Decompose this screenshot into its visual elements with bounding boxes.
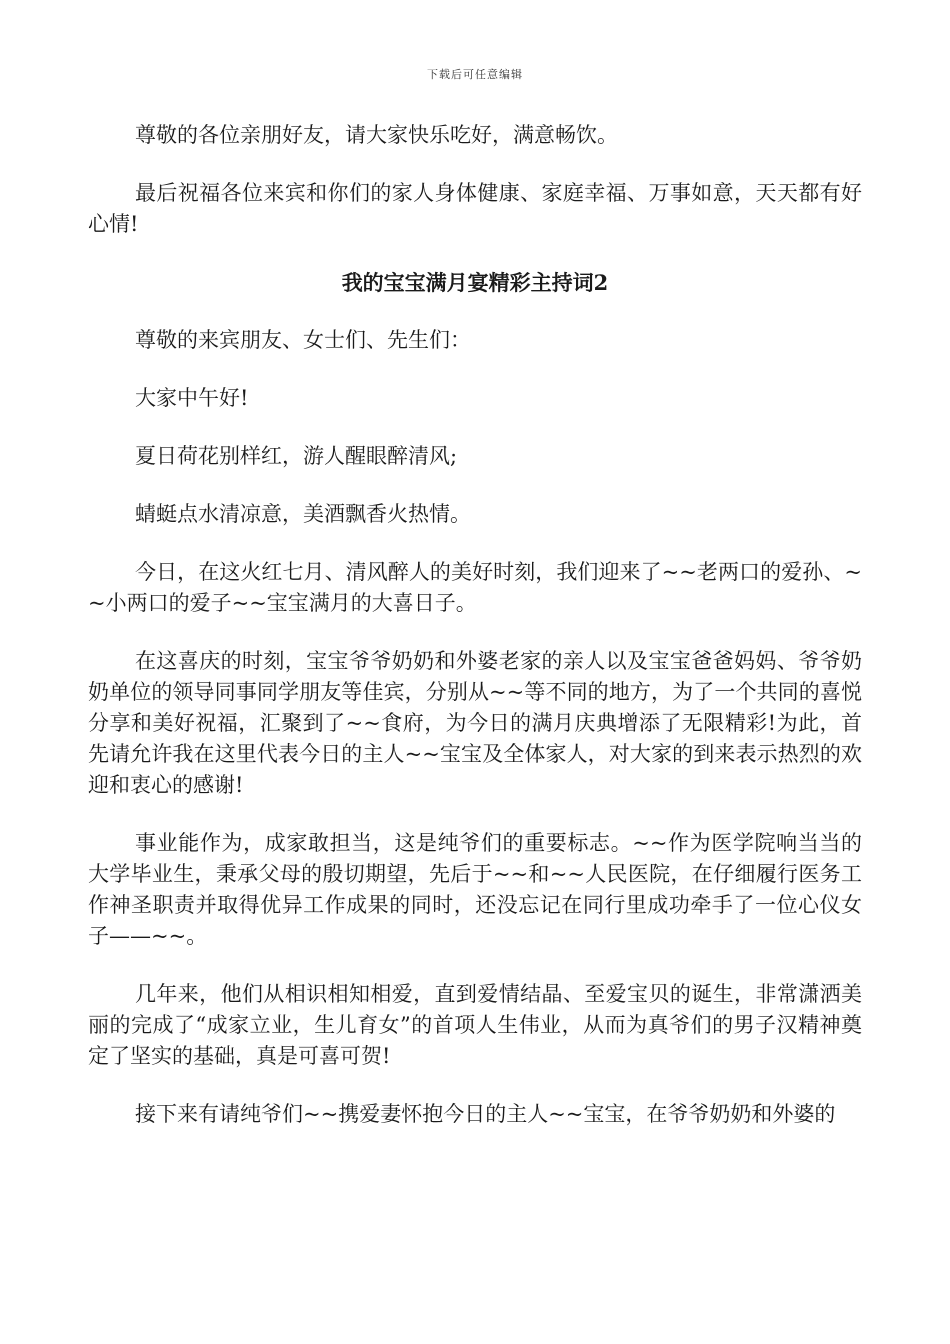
section-title: 我的宝宝满月宴精彩主持词2 — [341, 270, 609, 295]
paragraph: 大家中午好! — [135, 386, 249, 410]
paragraph: 在这喜庆的时刻，宝宝爷爷奶奶和外婆老家的亲人以及宝宝爸爸妈妈、爷爷奶奶单位的领导同事同学朋友等佳宾，分别从~~等不同的地方，为了一个共同的喜悦分享和美好祝福，汇聚到了~~食府，为今日的满月庆典增添了无限精彩!为此，首先请允许我在这里代表今日的主人~~宝宝及全体家人，对大家的到来表示热烈的欢迎和衷心的感谢! — [88, 649, 862, 797]
paragraph: 几年来，他们从相识相知相爱，直到爱情结晶、至爱宝贝的诞生，非常潇洒美丽的完成了“成家立业，生儿育女”的首项人生伟业，从而为真爷们的男子汉精神奠定了坚实的基础，真是可喜可贺! — [88, 982, 862, 1068]
paragraph: 今日，在这火红七月、清风醉人的美好时刻，我们迎来了~~老两口的爱孙、~~小两口的爱子~~宝宝满月的大喜日子。 — [88, 560, 862, 615]
paragraph: 尊敬的来宾朋友、女士们、先生们： — [135, 328, 471, 352]
paragraph: 蜻蜓点水清凉意，美酒飘香火热情。 — [135, 502, 471, 526]
document-body — [88, 120, 862, 1157]
page-header: 下载后可任意编辑 — [427, 68, 523, 81]
paragraph: 尊敬的各位亲朋好友，请大家快乐吃好，满意畅饮。 — [135, 123, 618, 147]
paragraph: 接下来有请纯爷们~~携爱妻怀抱今日的主人~~宝宝，在爷爷奶奶和外婆的 — [135, 1102, 836, 1126]
paragraph: 事业能作为，成家敢担当，这是纯爷们的重要标志。~~作为医学院响当当的大学毕业生，秉承父母的殷切期望，先后于~~和~~人民医院，在仔细履行医务工作神圣职责并取得优异工作成果的同时，还没忘记在同行里成功牵手了一位心仪女子——~~。 — [88, 831, 862, 948]
paragraph: 夏日荷花别样红，游人醒眼醉清风; — [135, 444, 458, 468]
paragraph: 最后祝福各位来宾和你们的家人身体健康、家庭幸福、万事如意，天天都有好心情! — [88, 181, 862, 236]
